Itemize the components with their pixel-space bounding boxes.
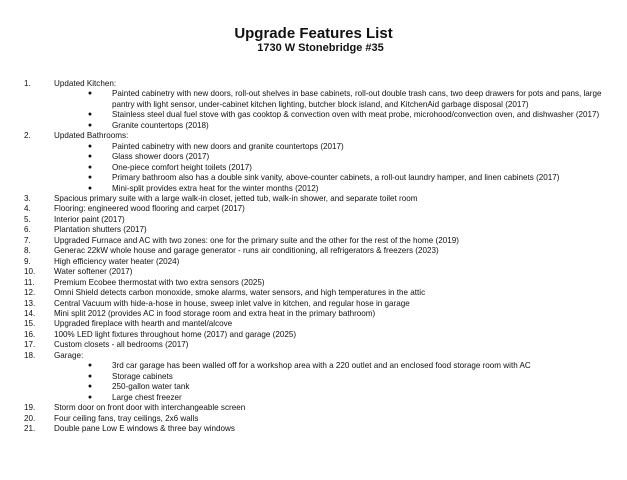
list-item-text: Interior paint (2017) bbox=[54, 214, 125, 224]
sub-list-item-text: Primary bathroom also has a double sink vanity, above-counter cabinets, a roll-out laundry hamper, and linen cabinets (2017) bbox=[112, 173, 560, 183]
sub-list-item bbox=[83, 110, 604, 120]
list-item bbox=[24, 351, 604, 403]
sub-list-item bbox=[83, 89, 604, 110]
list-item bbox=[24, 319, 604, 329]
list-item-text: Garage: bbox=[54, 350, 84, 360]
features-list bbox=[24, 79, 604, 434]
list-item-number: 15. bbox=[24, 319, 36, 329]
list-item-text: Double pane Low E windows & three bay windows bbox=[54, 423, 235, 433]
bullet-icon: ● bbox=[87, 174, 93, 182]
sub-list-item bbox=[83, 361, 604, 371]
bullet-icon: ● bbox=[87, 90, 93, 98]
list-item-number: 19. bbox=[24, 403, 36, 413]
list-item-number: 2. bbox=[24, 131, 31, 141]
list-item-number: 8. bbox=[24, 246, 31, 256]
list-item-number: 13. bbox=[24, 298, 36, 308]
bullet-icon: ● bbox=[87, 153, 93, 161]
list-item-text: Premium Ecobee thermostat with two extra sensors (2025) bbox=[54, 277, 265, 287]
list-item-text: 100% LED light fixtures throughout home (2017) and garage (2025) bbox=[54, 329, 297, 339]
list-item-number: 3. bbox=[24, 193, 31, 203]
sub-list-item bbox=[83, 393, 604, 403]
sub-list-item bbox=[83, 121, 604, 131]
list-item-text: Storm door on front door with interchangeable screen bbox=[54, 403, 246, 413]
list-item bbox=[24, 278, 604, 288]
bullet-icon: ● bbox=[87, 362, 93, 370]
list-item-number: 16. bbox=[24, 329, 36, 339]
list-item-number: 1. bbox=[24, 79, 31, 88]
list-item bbox=[24, 204, 604, 214]
sub-list-item-text: Glass shower doors (2017) bbox=[112, 152, 210, 162]
list-item-text: Plantation shutters (2017) bbox=[54, 225, 147, 235]
list-item-number: 21. bbox=[24, 423, 36, 433]
list-item-text: Custom closets - all bedrooms (2017) bbox=[54, 340, 189, 350]
list-item-number: 12. bbox=[24, 288, 36, 298]
sub-list-item bbox=[83, 173, 604, 183]
list-item-number: 17. bbox=[24, 340, 36, 350]
list-item bbox=[24, 236, 604, 246]
list-item-text: Omni Shield detects carbon monoxide, smoke alarms, water sensors, and high temperatures in the attic bbox=[54, 288, 426, 298]
list-item-text: Water softener (2017) bbox=[54, 267, 133, 277]
list-item bbox=[24, 403, 604, 413]
sub-list-item-text: 3rd car garage has been walled off for a workshop area with a 220 outlet and an enclosed food storage room with AC bbox=[112, 361, 531, 371]
list-item bbox=[24, 330, 604, 340]
list-item bbox=[24, 309, 604, 319]
sub-list-item-text: Mini-split provides extra heat for the winter months (2012) bbox=[112, 183, 319, 193]
list-item bbox=[24, 299, 604, 309]
list-item-text: Updated Bathrooms: bbox=[54, 131, 129, 141]
list-item-number: 11. bbox=[24, 277, 35, 287]
list-item bbox=[24, 225, 604, 235]
list-item-text: High efficiency water heater (2024) bbox=[54, 256, 180, 266]
page-title: Upgrade Features List bbox=[234, 25, 393, 42]
list-item-number: 14. bbox=[24, 308, 36, 318]
bullet-icon: ● bbox=[87, 111, 93, 119]
list-item-number: 4. bbox=[24, 204, 31, 214]
bullet-icon: ● bbox=[87, 142, 93, 150]
list-item-number: 18. bbox=[24, 350, 36, 360]
list-item bbox=[24, 131, 604, 194]
sub-list-item-text: Storage cabinets bbox=[112, 371, 173, 381]
list-item-number: 7. bbox=[24, 235, 31, 245]
sub-list-item-text: Painted cabinetry with new doors, roll-out shelves in base cabinets, roll-out double trash cans, two deep drawers for pots and pans, large pantry with light sensor, under-cabinet kitchen lighting, butcher block island, and KitchenAid garbage disposal (2017) bbox=[112, 89, 602, 109]
bullet-icon: ● bbox=[87, 372, 93, 380]
bullet-icon: ● bbox=[87, 121, 93, 129]
list-item bbox=[24, 215, 604, 225]
sub-list-item bbox=[83, 372, 604, 382]
sub-list-item bbox=[83, 184, 604, 194]
sub-list-item-text: Painted cabinetry with new doors and granite countertops (2017) bbox=[112, 141, 344, 151]
list-item bbox=[24, 246, 604, 256]
sub-list-item bbox=[83, 382, 604, 392]
sub-list-item-text: 250-gallon water tank bbox=[112, 382, 190, 392]
bullet-icon: ● bbox=[87, 393, 93, 401]
list-item-text: Mini split 2012 (provides AC in food storage room and extra heat in the primary bathroom) bbox=[54, 308, 376, 318]
list-item bbox=[24, 340, 604, 350]
list-item-number: 5. bbox=[24, 214, 31, 224]
list-item bbox=[24, 194, 604, 204]
sub-list bbox=[54, 142, 604, 194]
sub-list-item bbox=[83, 152, 604, 162]
list-item-text: Upgraded fireplace with hearth and mantel/alcove bbox=[54, 319, 233, 329]
list-item bbox=[24, 267, 604, 277]
sub-list-item bbox=[83, 142, 604, 152]
bullet-icon: ● bbox=[87, 383, 93, 391]
list-item-text: Four ceiling fans, tray ceilings, 2x6 walls bbox=[54, 413, 199, 423]
list-item bbox=[24, 79, 604, 131]
list-item-number: 9. bbox=[24, 256, 31, 266]
list-item-text: Flooring: engineered wood flooring and carpet (2017) bbox=[54, 204, 245, 214]
list-item bbox=[24, 424, 604, 434]
list-item-number: 20. bbox=[24, 413, 36, 423]
list-item-text: Generac 22kW whole house and garage generator - runs air conditioning, all refrigerators & freezers (2023) bbox=[54, 246, 439, 256]
list-item-number: 10. bbox=[24, 267, 36, 277]
sub-list-item bbox=[83, 163, 604, 173]
list-item bbox=[24, 257, 604, 267]
bullet-icon: ● bbox=[87, 163, 93, 171]
sub-list-item-text: Large chest freezer bbox=[112, 392, 182, 402]
list-item-text: Central Vacuum with hide-a-hose in house, sweep inlet valve in kitchen, and regular hose in garage bbox=[54, 298, 410, 308]
sub-list-item-text: Granite countertops (2018) bbox=[112, 120, 209, 130]
page-subtitle: 1730 W Stonebridge #35 bbox=[257, 42, 384, 54]
list-item-text: Spacious primary suite with a large walk-in closet, jetted tub, walk-in shower, and separate toilet room bbox=[54, 193, 418, 203]
list-item bbox=[24, 414, 604, 424]
sub-list bbox=[54, 89, 604, 131]
sub-list bbox=[54, 361, 604, 403]
bullet-icon: ● bbox=[87, 184, 93, 192]
list-item-text: Upgraded Furnace and AC with two zones: one for the primary suite and the other for the rest of the home (2019) bbox=[54, 235, 459, 245]
list-item-text: Updated Kitchen: bbox=[54, 79, 117, 88]
sub-list-item-text: Stainless steel dual fuel stove with gas cooktop & convection oven with meat probe, microhood/convection oven, and dishwasher (2017) bbox=[112, 110, 600, 120]
list-item-number: 6. bbox=[24, 225, 31, 235]
sub-list-item-text: One-piece comfort height toilets (2017) bbox=[112, 162, 252, 172]
list-item bbox=[24, 288, 604, 298]
